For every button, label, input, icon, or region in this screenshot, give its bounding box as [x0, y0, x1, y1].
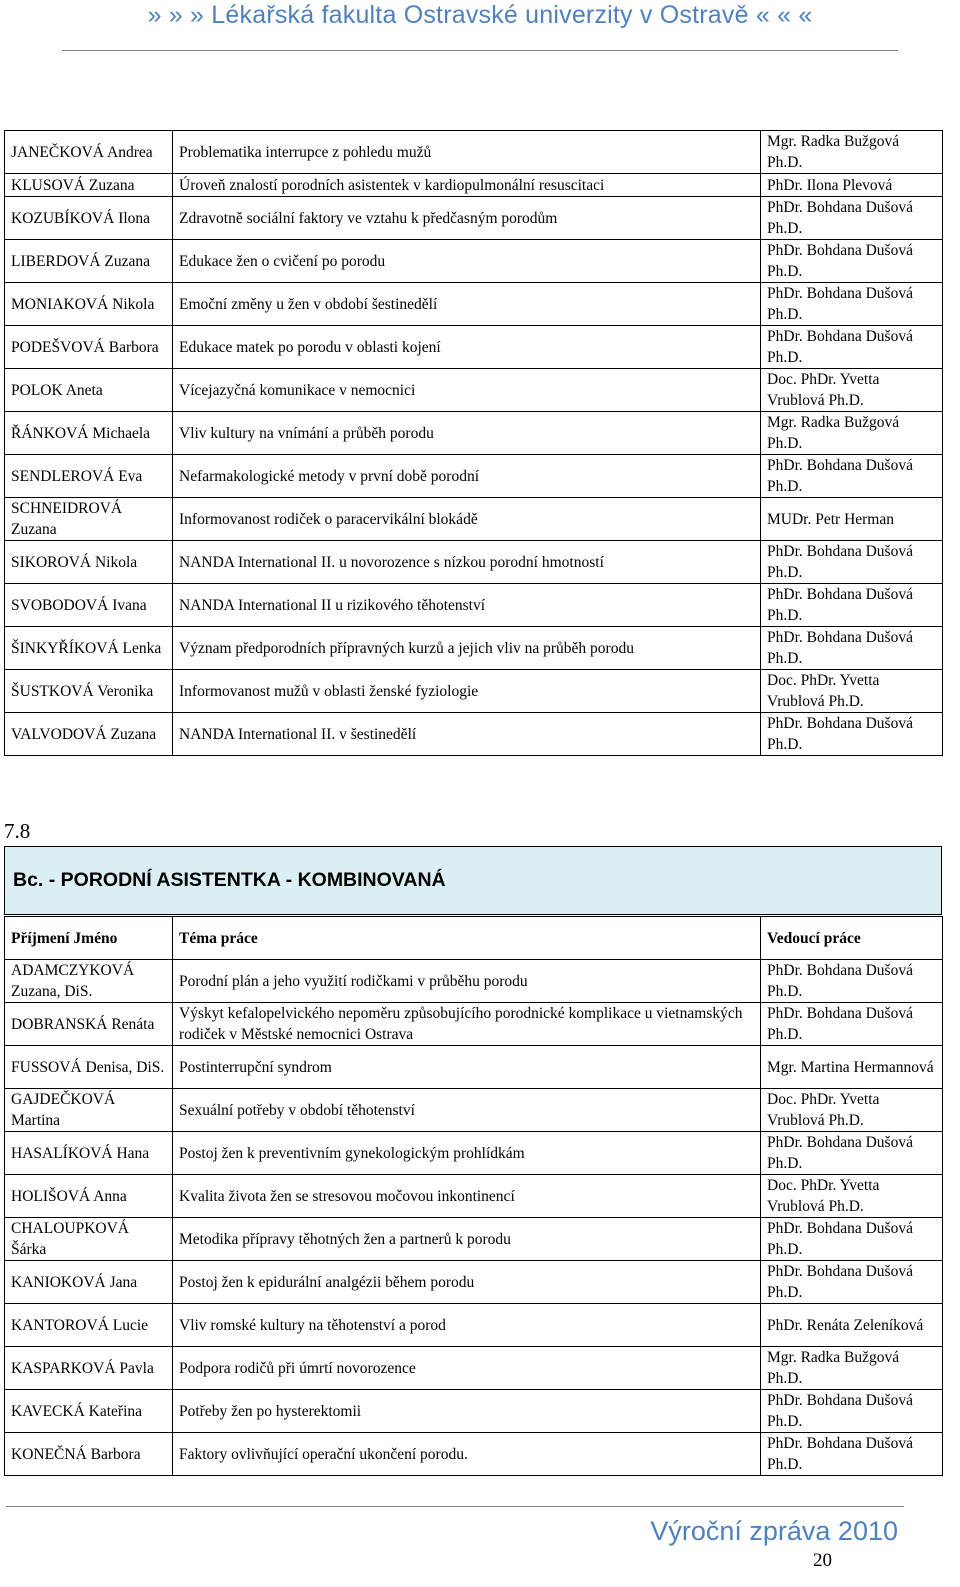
author-name-cell: KOZUBÍKOVÁ Ilona: [5, 197, 173, 240]
thesis-topic-cell: Faktory ovlivňující operační ukončení porodu.: [173, 1433, 761, 1476]
thesis-topic-cell: Edukace žen o cvičení po porodu: [173, 240, 761, 283]
header-supervisor: Vedoucí práce: [761, 917, 943, 960]
table-row: [5, 131, 943, 174]
author-name-cell: KONEČNÁ Barbora: [5, 1433, 173, 1476]
author-name-cell: KASPARKOVÁ Pavla: [5, 1347, 173, 1390]
table-row: [5, 584, 943, 627]
author-name-cell: ŠINKYŘÍKOVÁ Lenka: [5, 627, 173, 670]
supervisor-cell: PhDr. Bohdana Dušová Ph.D.: [761, 1390, 943, 1433]
thesis-topic-cell: Kvalita života žen se stresovou močovou inkontinencí: [173, 1175, 761, 1218]
supervisor-cell: PhDr. Bohdana Dušová Ph.D.: [761, 627, 943, 670]
supervisor-cell: PhDr. Bohdana Dušová Ph.D.: [761, 197, 943, 240]
thesis-topic-cell: NANDA International II. u novorozence s nízkou porodní hmotností: [173, 541, 761, 584]
supervisor-cell: PhDr. Bohdana Dušová Ph.D.: [761, 713, 943, 756]
author-name-cell: SCHNEIDROVÁ Zuzana: [5, 498, 173, 541]
header-topic: Téma práce: [173, 917, 761, 960]
table-row: [5, 1046, 943, 1089]
table-row: [5, 960, 943, 1003]
table-header-row: [5, 917, 943, 960]
supervisor-cell: PhDr. Bohdana Dušová Ph.D.: [761, 283, 943, 326]
author-name-cell: VALVODOVÁ Zuzana: [5, 713, 173, 756]
theses-table-full-time: [4, 130, 943, 756]
thesis-topic-cell: Nefarmakologické metody v první době porodní: [173, 455, 761, 498]
author-name-cell: JANEČKOVÁ Andrea: [5, 131, 173, 174]
table-row: [5, 197, 943, 240]
thesis-topic-cell: NANDA International II u rizikového těhotenství: [173, 584, 761, 627]
section-title: Bc. - PORODNÍ ASISTENTKA - KOMBINOVANÁ: [13, 869, 446, 891]
thesis-topic-cell: Vliv romské kultury na těhotenství a porod: [173, 1304, 761, 1347]
supervisor-cell: PhDr. Bohdana Dušová Ph.D.: [761, 326, 943, 369]
thesis-topic-cell: Úroveň znalostí porodních asistentek v kardiopulmonální resuscitaci: [173, 174, 761, 197]
thesis-topic-cell: Význam předporodních přípravných kurzů a jejich vliv na průběh porodu: [173, 627, 761, 670]
table-row: [5, 713, 943, 756]
thesis-topic-cell: Problematika interrupce z pohledu mužů: [173, 131, 761, 174]
thesis-topic-cell: Podpora rodičů při úmrtí novorozence: [173, 1347, 761, 1390]
author-name-cell: ŘÁNKOVÁ Michaela: [5, 412, 173, 455]
supervisor-cell: PhDr. Bohdana Dušová Ph.D.: [761, 240, 943, 283]
thesis-topic-cell: Metodika přípravy těhotných žen a partnerů k porodu: [173, 1218, 761, 1261]
author-name-cell: FUSSOVÁ Denisa, DiS.: [5, 1046, 173, 1089]
supervisor-cell: Mgr. Radka Bužgová Ph.D.: [761, 412, 943, 455]
author-name-cell: LIBERDOVÁ Zuzana: [5, 240, 173, 283]
table-row: [5, 1390, 943, 1433]
supervisor-cell: PhDr. Bohdana Dušová Ph.D.: [761, 960, 943, 1003]
thesis-topic-cell: Informovanost mužů v oblasti ženské fyziologie: [173, 670, 761, 713]
table-row: [5, 498, 943, 541]
supervisor-cell: PhDr. Bohdana Dušová Ph.D.: [761, 1433, 943, 1476]
table-row: [5, 240, 943, 283]
author-name-cell: PODEŠVOVÁ Barbora: [5, 326, 173, 369]
thesis-topic-cell: NANDA International II. v šestinedělí: [173, 713, 761, 756]
author-name-cell: ŠUSTKOVÁ Veronika: [5, 670, 173, 713]
thesis-topic-cell: Vícejazyčná komunikace v nemocnici: [173, 369, 761, 412]
supervisor-cell: PhDr. Bohdana Dušová Ph.D.: [761, 1132, 943, 1175]
footer-divider: [6, 1506, 904, 1507]
thesis-topic-cell: Výskyt kefalopelvického nepoměru způsobujícího porodnické komplikace u vietnamských rodiček v Městské nemocnici Ostrava: [173, 1003, 761, 1046]
table-row: [5, 1261, 943, 1304]
thesis-topic-cell: Postinterrupční syndrom: [173, 1046, 761, 1089]
table-row: [5, 412, 943, 455]
table-row: [5, 541, 943, 584]
header-title: » » » Lékařská fakulta Ostravské univerzity v Ostravě « « «: [147, 1, 813, 29]
author-name-cell: GAJDEČKOVÁ Martina: [5, 1089, 173, 1132]
table-row: [5, 1089, 943, 1132]
supervisor-cell: PhDr. Bohdana Dušová Ph.D.: [761, 455, 943, 498]
thesis-topic-cell: Potřeby žen po hysterektomii: [173, 1390, 761, 1433]
author-name-cell: HOLIŠOVÁ Anna: [5, 1175, 173, 1218]
footer-report-title: Výroční zpráva 2010: [650, 1516, 898, 1546]
table-row: [5, 1347, 943, 1390]
thesis-topic-cell: Postoj žen k preventivním gynekologickým prohlídkám: [173, 1132, 761, 1175]
thesis-topic-cell: Sexuální potřeby v období těhotenství: [173, 1089, 761, 1132]
table-row: [5, 326, 943, 369]
table-row: [5, 627, 943, 670]
table-row: [5, 1218, 943, 1261]
table-row: [5, 174, 943, 197]
table-row: [5, 1175, 943, 1218]
supervisor-cell: Mgr. Martina Hermannová: [761, 1046, 943, 1089]
page-number: 20: [813, 1550, 832, 1571]
author-name-cell: HASALÍKOVÁ Hana: [5, 1132, 173, 1175]
supervisor-cell: Doc. PhDr. Yvetta Vrublová Ph.D.: [761, 369, 943, 412]
supervisor-cell: Doc. PhDr. Yvetta Vrublová Ph.D.: [761, 1175, 943, 1218]
supervisor-cell: PhDr. Renáta Zeleníková: [761, 1304, 943, 1347]
table-row: [5, 369, 943, 412]
author-name-cell: ADAMCZYKOVÁ Zuzana, DiS.: [5, 960, 173, 1003]
author-name-cell: KANIOKOVÁ Jana: [5, 1261, 173, 1304]
author-name-cell: CHALOUPKOVÁ Šárka: [5, 1218, 173, 1261]
thesis-topic-cell: Edukace matek po porodu v oblasti kojení: [173, 326, 761, 369]
author-name-cell: KLUSOVÁ Zuzana: [5, 174, 173, 197]
supervisor-cell: PhDr. Bohdana Dušová Ph.D.: [761, 541, 943, 584]
supervisor-cell: Doc. PhDr. Yvetta Vrublová Ph.D.: [761, 1089, 943, 1132]
supervisor-cell: PhDr. Bohdana Dušová Ph.D.: [761, 1261, 943, 1304]
author-name-cell: SVOBODOVÁ Ivana: [5, 584, 173, 627]
supervisor-cell: Doc. PhDr. Yvetta Vrublová Ph.D.: [761, 670, 943, 713]
supervisor-cell: Mgr. Radka Bužgová Ph.D.: [761, 1347, 943, 1390]
supervisor-cell: Mgr. Radka Bužgová Ph.D.: [761, 131, 943, 174]
theses-table-combined: [4, 916, 943, 1476]
supervisor-cell: PhDr. Bohdana Dušová Ph.D.: [761, 1218, 943, 1261]
thesis-topic-cell: Informovanost rodiček o paracervikální blokádě: [173, 498, 761, 541]
thesis-topic-cell: Emoční změny u žen v období šestinedělí: [173, 283, 761, 326]
supervisor-cell: PhDr. Ilona Plevová: [761, 174, 943, 197]
table-row: [5, 283, 943, 326]
author-name-cell: MONIAKOVÁ Nikola: [5, 283, 173, 326]
section-number: 7.8: [4, 819, 31, 843]
table-row: [5, 1003, 943, 1046]
supervisor-cell: MUDr. Petr Herman: [761, 498, 943, 541]
author-name-cell: KAVECKÁ Kateřina: [5, 1390, 173, 1433]
table-row: [5, 455, 943, 498]
header-divider: [62, 50, 898, 51]
thesis-topic-cell: Porodní plán a jeho využití rodičkami v průběhu porodu: [173, 960, 761, 1003]
author-name-cell: KANTOROVÁ Lucie: [5, 1304, 173, 1347]
section-heading-box: [4, 846, 942, 915]
author-name-cell: DOBRANSKÁ Renáta: [5, 1003, 173, 1046]
table-row: [5, 670, 943, 713]
table-row: [5, 1304, 943, 1347]
thesis-topic-cell: Vliv kultury na vnímání a průběh porodu: [173, 412, 761, 455]
table-row: [5, 1433, 943, 1476]
author-name-cell: SENDLEROVÁ Eva: [5, 455, 173, 498]
author-name-cell: POLOK Aneta: [5, 369, 173, 412]
author-name-cell: SIKOROVÁ Nikola: [5, 541, 173, 584]
supervisor-cell: PhDr. Bohdana Dušová Ph.D.: [761, 584, 943, 627]
thesis-topic-cell: Zdravotně sociální faktory ve vztahu k předčasným porodům: [173, 197, 761, 240]
thesis-topic-cell: Postoj žen k epidurální analgézii během porodu: [173, 1261, 761, 1304]
supervisor-cell: PhDr. Bohdana Dušová Ph.D.: [761, 1003, 943, 1046]
table-row: [5, 1132, 943, 1175]
header-name: Příjmení Jméno: [5, 917, 173, 960]
